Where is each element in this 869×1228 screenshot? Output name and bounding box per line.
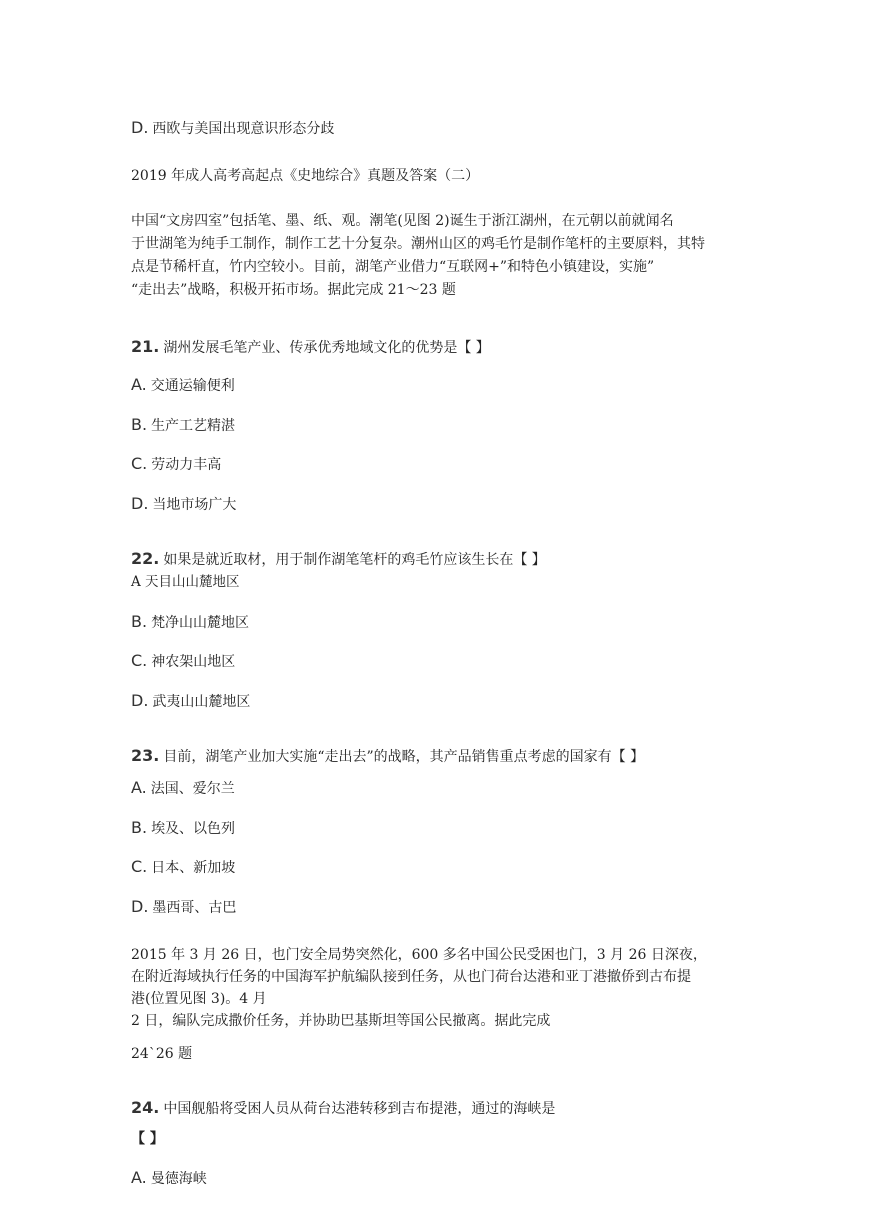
option-text: 日本、新加坡 — [151, 860, 236, 876]
question-text: 如果是就近取材，用于制作湖笔笔杆的鸡毛竹应该生长在【 】 — [163, 552, 546, 568]
intro-paragraph — [131, 210, 781, 302]
intro-line: “走出去”战略，积极开拓市场。据此完成 21～23 题 — [131, 282, 456, 298]
q23-option-c — [131, 857, 235, 878]
option-letter: C. — [131, 454, 148, 473]
option-text: 法国、爱尔兰 — [150, 781, 235, 797]
option-text: 梵净山山麓地区 — [151, 615, 250, 631]
passage-2 — [131, 944, 781, 1032]
question-number: 23. — [131, 746, 160, 765]
question-text: 湖州发展毛笔产业、传承优秀地域文化的优势是【 】 — [163, 340, 490, 356]
q22-option-d — [131, 691, 250, 712]
option-text: 交通运输便利 — [150, 378, 235, 394]
passage-line: 港(位置见图 3)。4 月 — [131, 991, 267, 1007]
option-letter: C. — [131, 857, 148, 876]
q21-option-a — [131, 375, 235, 396]
q22-option-b — [131, 612, 249, 633]
question-text: 目前，湖笔产业加大实施“走出去”的战略，其产品销售重点考虑的国家有【 】 — [163, 749, 645, 765]
option-letter: A. — [131, 1168, 147, 1187]
question-22 — [131, 549, 546, 570]
option-letter: B. — [131, 612, 148, 631]
option-text: 当地市场广大 — [152, 497, 237, 513]
section-title: 2019 年成人高考高起点《史地综合》真题及答案（二） — [131, 168, 480, 184]
passage-line: 2 日，编队完成撒价任务，并协助巴基斯坦等国公民撤离。据此完成 — [131, 1013, 551, 1029]
question-number: 24. — [131, 1098, 160, 1117]
question-number: 21. — [131, 337, 160, 356]
option-text: 曼德海峡 — [150, 1171, 207, 1187]
question-23 — [131, 746, 644, 767]
passage-2-tail: 24`26 题 — [131, 1046, 193, 1062]
prev-option-d — [131, 118, 334, 139]
question-number: 22. — [131, 549, 160, 568]
option-text: 墨西哥、古巴 — [152, 900, 237, 916]
option-letter: B. — [131, 415, 148, 434]
option-letter: A. — [131, 778, 147, 797]
question-21 — [131, 337, 490, 358]
option-letter: D. — [131, 118, 149, 137]
q23-option-d — [131, 897, 236, 918]
option-letter: B. — [131, 818, 148, 837]
q21-option-b — [131, 415, 235, 436]
q22-option-a: A 天目山山麓地区 — [131, 574, 240, 590]
question-text: 中国舰船将受困人员从荷台达港转移到吉布提港，通过的海峡是 — [163, 1101, 556, 1117]
option-letter: C. — [131, 651, 148, 670]
passage-line: 在附近海域执行任务的中国海军护航编队接到任务，从也门荷台达港和亚丁港撤侨到古布提 — [131, 969, 691, 985]
option-letter: D. — [131, 494, 149, 513]
option-text: 神农架山地区 — [151, 654, 236, 670]
q24-option-a — [131, 1168, 207, 1189]
intro-line: 中国“文房四室”包括笔、墨、纸、观。潮笔(见图 2)诞生于浙江湖州，在元朝以前就闻名 — [131, 213, 674, 229]
q21-option-d — [131, 494, 236, 515]
option-letter: D. — [131, 691, 149, 710]
option-text: 生产工艺精湛 — [151, 418, 236, 434]
q23-option-a — [131, 778, 235, 799]
option-text: 埃及、以色列 — [151, 821, 236, 837]
passage-line: 2015 年 3 月 26 日，也门安全局势突然化，600 多名中国公民受困也门，3 月 26 日深夜， — [131, 947, 707, 963]
intro-line: 于世湖笔为纯手工制作，制作工艺十分复杂。潮州山区的鸡毛竹是制作笔杆的主要原料，其特 — [131, 236, 705, 252]
option-text: 西欧与美国出现意识形态分歧 — [152, 121, 335, 137]
option-letter: A. — [131, 375, 147, 394]
option-letter: D. — [131, 897, 149, 916]
option-text: 劳动力丰高 — [151, 457, 222, 473]
question-24 — [131, 1098, 555, 1119]
q22-option-c — [131, 651, 235, 672]
intro-line: 点是节稀杆直，竹内空较小。目前，湖笔产业借力“互联网+”和特色小镇建设，实施” — [131, 259, 655, 275]
q24-bracket: 【 】 — [131, 1131, 164, 1147]
q23-option-b — [131, 818, 235, 839]
q21-option-c — [131, 454, 221, 475]
option-text: 武夷山山麓地区 — [152, 694, 251, 710]
